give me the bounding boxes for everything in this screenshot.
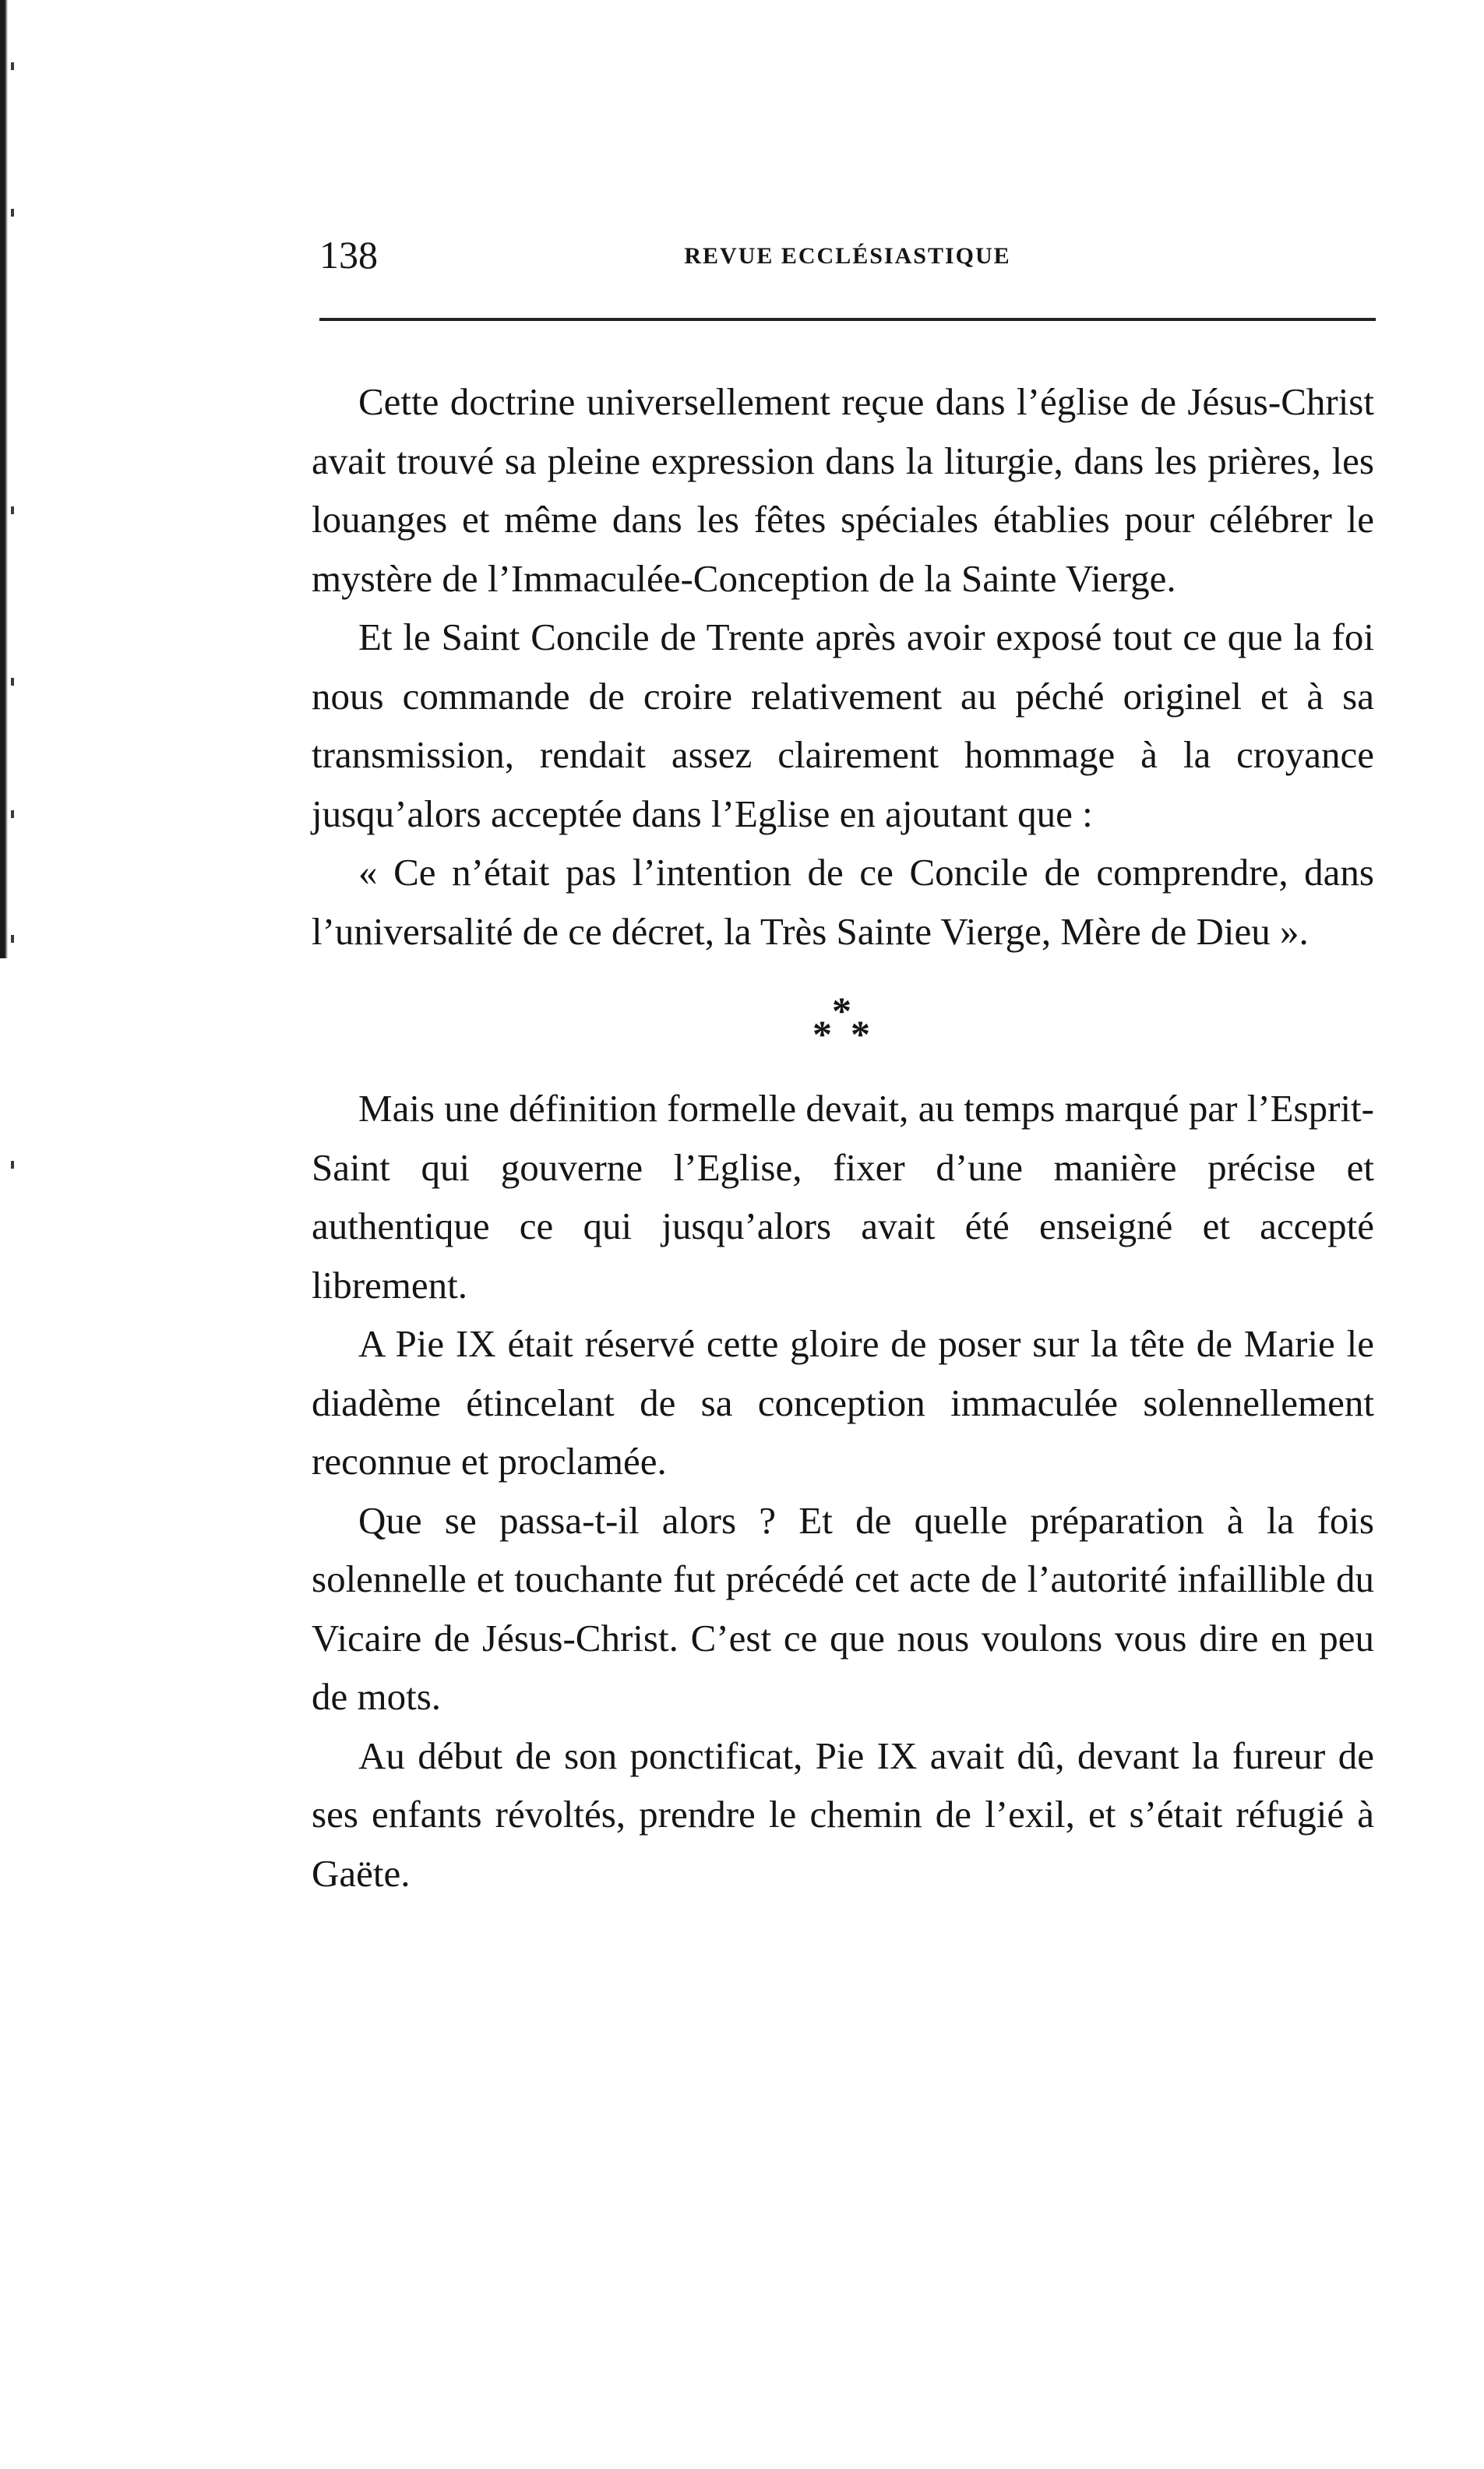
body-text (312, 372, 1374, 1903)
edge-mark (11, 62, 14, 70)
edge-mark (11, 810, 14, 818)
paragraph: Et le Saint Concile de Trente après avoir exposé tout ce que la foi nous commande de croire relativement au péché originel et à sa transmission, rendait assez clairement hommage à la croyance jusqu’alors acceptée dans l’Eglise en ajoutant que : (312, 615, 1374, 835)
asterism-star: * (832, 989, 851, 1032)
header-rule (319, 318, 1376, 321)
paragraph: Que se passa-t-il alors ? Et de quelle préparation à la fois solennelle et touchante fut précédé cet acte de l’autorité infaillible du Vicaire de Jésus-Christ. C’est ce que nous voulons vous dire en peu de mots. (312, 1498, 1374, 1718)
page-header (319, 231, 1376, 279)
page-number: 138 (319, 233, 378, 277)
edge-mark (11, 506, 14, 514)
edge-mark (11, 678, 14, 686)
asterism-separator (312, 979, 1374, 1067)
edge-mark (11, 1161, 14, 1169)
quotation-paragraph: « Ce n’était pas l’intention de ce Concile de comprendre, dans l’universalité de ce décret, la Très Sainte Vierge, Mère de Dieu ». (312, 851, 1374, 953)
running-title: REVUE ECCLÉSIASTIQUE (684, 243, 1011, 269)
edge-mark (11, 209, 14, 217)
paragraph: Mais une définition formelle devait, au temps marqué par l’Esprit-Saint qui gouverne l’Eglise, fixer d’une manière précise et authentique ce qui jusqu’alors avait été enseigné et accepté librement. (312, 1087, 1374, 1307)
binding-edge (0, 0, 8, 958)
asterism-star: * (851, 1012, 870, 1056)
paragraph: Au début de son ponctificat, Pie IX avait dû, devant la fureur de ses enfants révoltés, prendre le chemin de l’exil, et s’était réfugié à Gaëte. (312, 1734, 1374, 1895)
asterism-star: * (812, 1012, 832, 1056)
paragraph: Cette doctrine universellement reçue dans l’église de Jésus-Christ avait trouvé sa pleine expression dans la liturgie, dans les prières, les louanges et même dans les fêtes spéciales établies pour célébrer le mystère de l’Immaculée-Conception de la Sainte Vierge. (312, 380, 1374, 600)
paragraph: A Pie IX était réservé cette gloire de poser sur la tête de Marie le diadème étincelant de sa conception immaculée solennellement reconnue et proclamée. (312, 1322, 1374, 1483)
edge-mark (11, 935, 14, 943)
